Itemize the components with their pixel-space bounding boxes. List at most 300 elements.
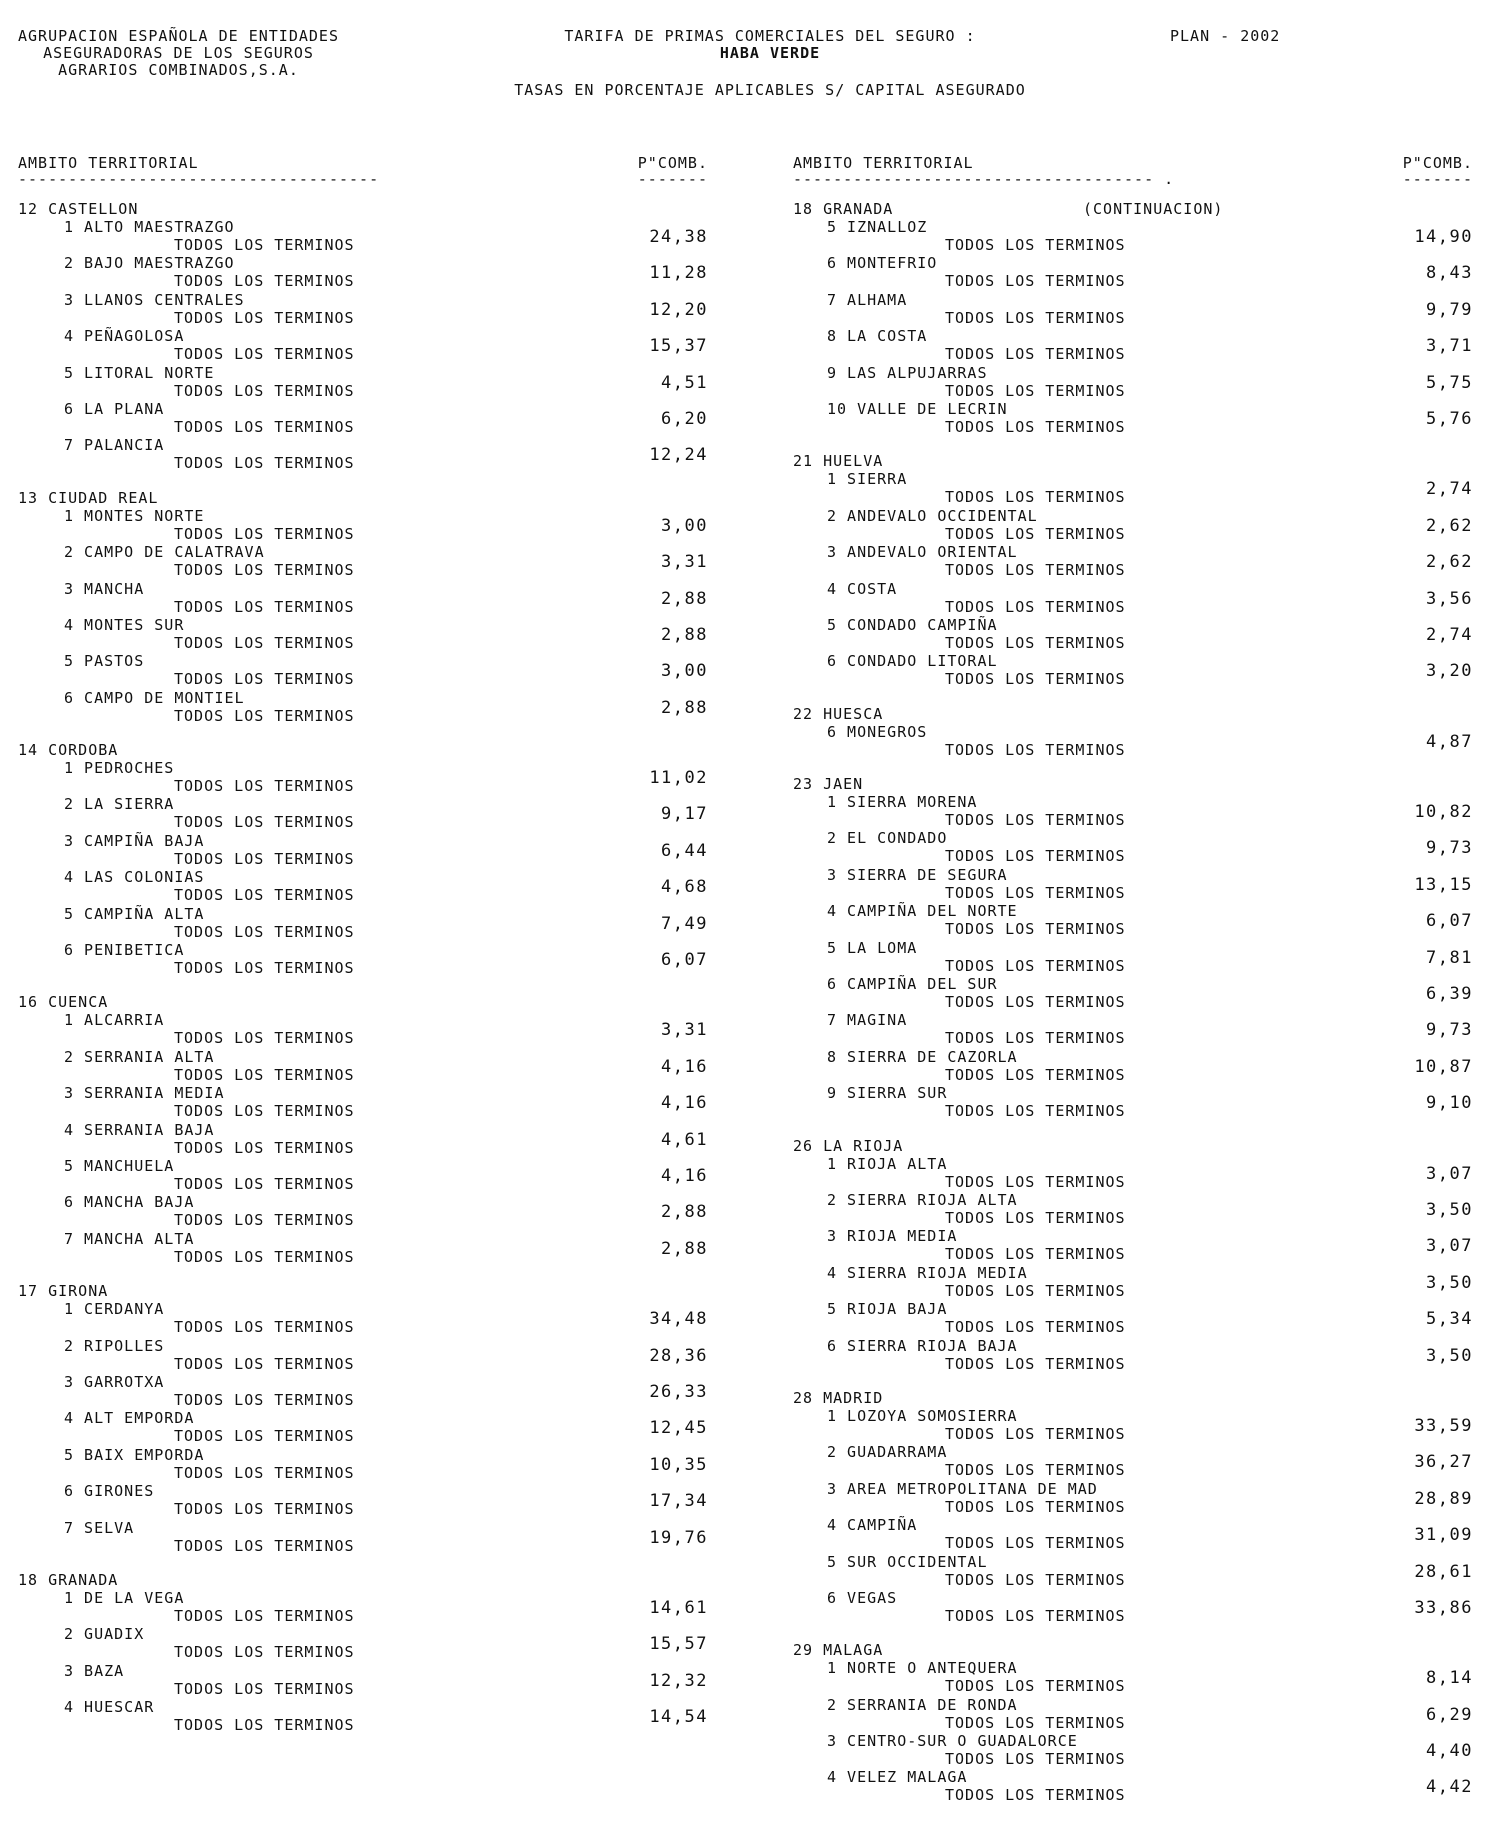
region-name: 2 EL CONDADO [827,829,948,848]
table-row [793,1155,1473,1191]
region-name: 5 MANCHUELA [64,1156,175,1175]
terms-label: TODOS LOS TERMINOS [945,345,1126,364]
region-name: 2 SERRANIA ALTA [64,1047,215,1066]
terms-label: TODOS LOS TERMINOS [945,1354,1126,1373]
rate-value: 9,73 [1426,838,1473,859]
continuation-label: (CONTINUACION) [1083,200,1224,218]
terms-label: TODOS LOS TERMINOS [174,417,355,436]
terms-label: TODOS LOS TERMINOS [945,993,1126,1012]
province-block [18,489,708,725]
rate-value: 2,88 [661,1202,708,1223]
terms-label: TODOS LOS TERMINOS [174,454,355,473]
terms-label: TODOS LOS TERMINOS [945,811,1126,830]
terms-label: TODOS LOS TERMINOS [174,1354,355,1373]
table-row [793,1768,1473,1804]
rate-value: 12,32 [649,1670,708,1691]
table-row [793,218,1473,254]
ambito-header: AMBITO TERRITORIAL [793,154,974,172]
rate-value: 28,61 [1414,1561,1473,1582]
region-name: 2 SERRANIA DE RONDA [827,1695,1018,1714]
province-block [793,775,1473,1121]
right-column [793,150,1473,1805]
table-row [793,364,1473,400]
province-name: 18 GRANADA [18,1570,119,1589]
terms-label: TODOS LOS TERMINOS [174,886,355,905]
terms-label: TODOS LOS TERMINOS [945,381,1126,400]
terms-label: TODOS LOS TERMINOS [945,524,1126,543]
table-row [793,400,1473,436]
table-row [18,1625,708,1661]
rate-value: 4,16 [661,1165,708,1186]
table-row [793,1084,1473,1120]
rate-value: 33,59 [1414,1415,1473,1436]
terms-label: TODOS LOS TERMINOS [945,1208,1126,1227]
region-name: 3 RIOJA MEDIA [827,1227,958,1246]
region-name: 4 SERRANIA BAJA [64,1120,215,1139]
table-row [18,1157,708,1193]
terms-label: TODOS LOS TERMINOS [174,345,355,364]
region-name: 3 AREA METROPOLITANA DE MAD [827,1479,1098,1498]
rate-value: 4,42 [1426,1777,1473,1798]
terms-label: TODOS LOS TERMINOS [945,272,1126,291]
rate-value: 7,81 [1426,947,1473,968]
region-name: 4 HUESCAR [64,1698,155,1717]
table-row [793,616,1473,652]
region-name: 2 LA SIERRA [64,795,175,814]
rate-value: 12,24 [649,445,708,466]
province-block [18,200,708,473]
rate-value: 19,76 [649,1527,708,1548]
region-name: 4 MONTES SUR [64,615,185,634]
left-column-header [18,150,708,200]
table-row [793,975,1473,1011]
rate-value: 10,82 [1414,802,1473,823]
region-name: 5 RIOJA BAJA [827,1300,948,1319]
table-row [793,793,1473,829]
province-name: 21 HUELVA [793,452,884,471]
province-name: 18 GRANADA [793,200,894,218]
rate-value: 6,07 [1426,911,1473,932]
rate-value: 3,07 [1426,1163,1473,1184]
region-name: 7 SELVA [64,1518,135,1537]
rate-value: 8,43 [1426,263,1473,284]
table-row [793,1589,1473,1625]
province-block [18,1282,708,1555]
header-rule: ------------------------------------ . [793,170,1175,188]
rate-value: 28,89 [1414,1488,1473,1509]
region-name: 7 PALANCIA [64,436,165,455]
rate-value: 4,87 [1426,731,1473,752]
table-row [18,543,708,579]
region-name: 1 ALTO MAESTRAZGO [64,218,235,236]
table-row [18,941,708,977]
region-name: 1 MONTES NORTE [64,506,205,525]
title-line-2: HABA VERDE [719,44,821,62]
region-name: 1 NORTE O ANTEQUERA [827,1659,1018,1678]
pcomb-header: P"COMB. [1402,154,1473,172]
rate-value: 3,31 [661,552,708,573]
table-row [793,291,1473,327]
terms-label: TODOS LOS TERMINOS [174,959,355,978]
table-row [18,652,708,688]
terms-label: TODOS LOS TERMINOS [174,308,355,327]
terms-label: TODOS LOS TERMINOS [945,1318,1126,1337]
region-name: 5 SUR OCCIDENTAL [827,1552,988,1571]
terms-label: TODOS LOS TERMINOS [945,1750,1126,1769]
rate-value: 3,56 [1426,588,1473,609]
rate-value: 2,88 [661,624,708,645]
table-row [793,1732,1473,1768]
rate-value: 8,14 [1426,1668,1473,1689]
region-name: 6 CAMPO DE MONTIEL [64,688,245,707]
table-row [18,507,708,543]
region-name: 4 CAMPIÑA [827,1516,918,1535]
table-row [793,543,1473,579]
terms-label: TODOS LOS TERMINOS [174,1536,355,1555]
terms-label: TODOS LOS TERMINOS [945,1461,1126,1480]
organization-name [18,28,339,79]
province-name: 13 CIUDAD REAL [18,488,159,507]
terms-label: TODOS LOS TERMINOS [945,1677,1126,1696]
rate-value: 14,90 [1414,227,1473,247]
region-name: 1 SIERRA MORENA [827,793,978,812]
region-name: 4 COSTA [827,579,898,598]
terms-label: TODOS LOS TERMINOS [945,1424,1126,1443]
region-name: 2 RIPOLLES [64,1336,165,1355]
region-name: 3 MANCHA [64,579,145,598]
rate-value: 9,73 [1426,1020,1473,1041]
region-name: 4 ALT EMPORDA [64,1409,195,1428]
region-name: 6 MONEGROS [827,722,928,741]
rate-value: 3,00 [661,515,708,536]
province-block [793,1389,1473,1625]
pcomb-header: P"COMB. [637,154,708,172]
terms-label: TODOS LOS TERMINOS [945,236,1126,254]
terms-label: TODOS LOS TERMINOS [945,670,1126,689]
terms-label: TODOS LOS TERMINOS [945,561,1126,580]
rate-value: 4,16 [661,1093,708,1114]
table-row [793,1516,1473,1552]
table-row [18,1121,708,1157]
table-row [18,1193,708,1229]
region-name: 3 BAZA [64,1661,125,1680]
province-name: 26 LA RIOJA [793,1136,904,1155]
rate-value: 4,51 [661,372,708,393]
terms-label: TODOS LOS TERMINOS [174,1247,355,1266]
region-name: 5 LA LOMA [827,938,918,957]
table-row [18,436,708,472]
terms-label: TODOS LOS TERMINOS [945,740,1126,759]
table-row [18,759,708,795]
region-name: 5 BAIX EMPORDA [64,1445,205,1464]
table-row [18,1519,708,1555]
region-name: 3 SERRANIA MEDIA [64,1084,225,1103]
terms-label: TODOS LOS TERMINOS [945,1497,1126,1516]
subtitle: TASAS EN PORCENTAJE APLICABLES S/ CAPITAL ASEGURADO [514,81,1026,99]
rate-value: 34,48 [649,1309,708,1330]
terms-label: TODOS LOS TERMINOS [945,597,1126,616]
terms-label: TODOS LOS TERMINOS [945,417,1126,436]
org-line-3: AGRARIOS COMBINADOS,S.A. [58,61,299,79]
rate-value: 5,75 [1426,372,1473,393]
rate-value: 10,35 [649,1454,708,1475]
terms-label: TODOS LOS TERMINOS [174,1065,355,1084]
table-row [18,1662,708,1698]
table-row [18,1698,708,1734]
rate-value: 6,07 [661,950,708,971]
rate-value: 2,62 [1426,515,1473,536]
terms-label: TODOS LOS TERMINOS [945,920,1126,939]
rate-value: 17,34 [649,1491,708,1512]
rate-value: 3,31 [661,1020,708,1041]
terms-label: TODOS LOS TERMINOS [945,1029,1126,1048]
table-row [18,795,708,831]
region-name: 5 CAMPIÑA ALTA [64,904,205,923]
table-row [18,1084,708,1120]
table-row [18,1048,708,1084]
rate-value: 3,00 [661,661,708,682]
terms-label: TODOS LOS TERMINOS [174,381,355,400]
terms-label: TODOS LOS TERMINOS [174,1463,355,1482]
table-row [793,1659,1473,1695]
rate-value: 14,61 [649,1597,708,1618]
terms-label: TODOS LOS TERMINOS [174,561,355,580]
table-row [793,1191,1473,1227]
region-name: 5 CONDADO CAMPIÑA [827,615,998,634]
rate-value: 3,71 [1426,336,1473,357]
region-name: 6 MONTEFRIO [827,254,938,273]
rate-value: 2,88 [661,697,708,718]
terms-label: TODOS LOS TERMINOS [174,670,355,689]
terms-label: TODOS LOS TERMINOS [945,1786,1126,1805]
terms-label: TODOS LOS TERMINOS [174,813,355,832]
region-name: 7 ALHAMA [827,290,908,309]
terms-label: TODOS LOS TERMINOS [945,1606,1126,1625]
table-row [18,868,708,904]
terms-label: TODOS LOS TERMINOS [945,1534,1126,1553]
rate-value: 4,16 [661,1056,708,1077]
table-row [793,902,1473,938]
rate-value: 6,20 [661,408,708,429]
rate-value: 9,79 [1426,299,1473,320]
terms-label: TODOS LOS TERMINOS [945,308,1126,327]
province-name: 16 CUENCA [18,993,109,1012]
table-row [793,254,1473,290]
rate-value: 28,36 [649,1345,708,1366]
terms-label: TODOS LOS TERMINOS [174,706,355,725]
table-row [793,1048,1473,1084]
rate-value: 26,33 [649,1381,708,1402]
table-row [18,291,708,327]
terms-label: TODOS LOS TERMINOS [174,1318,355,1337]
terms-label: TODOS LOS TERMINOS [174,1716,355,1735]
rate-value: 3,07 [1426,1236,1473,1257]
province-block [793,452,1473,688]
region-name: 8 SIERRA DE CAZORLA [827,1047,1018,1066]
header-rule: ------- [637,170,708,188]
table-row [18,1230,708,1266]
province-block [793,1137,1473,1373]
table-row [793,327,1473,363]
terms-label: TODOS LOS TERMINOS [945,1065,1126,1084]
region-name: 4 LAS COLONIAS [64,868,205,887]
region-name: 4 CAMPIÑA DEL NORTE [827,902,1018,921]
region-name: 2 ANDEVALO OCCIDENTAL [827,506,1038,525]
region-name: 2 CAMPO DE CALATRAVA [64,543,265,562]
terms-label: TODOS LOS TERMINOS [945,956,1126,975]
province-name: 28 MADRID [793,1388,884,1407]
rate-value: 13,15 [1414,874,1473,895]
region-name: 1 LOZOYA SOMOSIERRA [827,1406,1018,1425]
region-name: 7 MAGINA [827,1011,908,1030]
table-row [18,1409,708,1445]
rate-value: 5,34 [1426,1309,1473,1330]
rate-value: 12,45 [649,1418,708,1439]
province-name: 14 CORDOBA [18,741,119,760]
province-name: 23 JAEN [793,775,864,794]
rate-value: 15,57 [649,1634,708,1655]
terms-label: TODOS LOS TERMINOS [945,1245,1126,1264]
terms-label: TODOS LOS TERMINOS [174,1606,355,1625]
region-name: 1 RIOJA ALTA [827,1154,948,1173]
terms-label: TODOS LOS TERMINOS [945,1281,1126,1300]
table-row [18,905,708,941]
region-name: 9 SIERRA SUR [827,1084,948,1103]
region-name: 1 CERDANYA [64,1300,165,1319]
table-row [18,1446,708,1482]
region-name: 6 GIRONES [64,1482,155,1501]
terms-label: TODOS LOS TERMINOS [174,922,355,941]
region-name: 6 VEGAS [827,1588,898,1607]
rate-value: 15,37 [649,336,708,357]
table-row [793,1443,1473,1479]
region-name: 3 CAMPIÑA BAJA [64,831,205,850]
province-block [793,1641,1473,1805]
province-block [18,993,708,1266]
terms-label: TODOS LOS TERMINOS [174,1102,355,1121]
table-row [18,616,708,652]
region-name: 6 CONDADO LITORAL [827,652,998,671]
terms-label: TODOS LOS TERMINOS [945,883,1126,902]
table-row [18,1337,708,1373]
province-block [18,1571,708,1735]
terms-label: TODOS LOS TERMINOS [174,633,355,652]
region-name: 3 ANDEVALO ORIENTAL [827,543,1018,562]
rate-value: 12,20 [649,299,708,320]
ambito-header: AMBITO TERRITORIAL [18,154,199,172]
terms-label: TODOS LOS TERMINOS [945,1172,1126,1191]
rate-value: 31,09 [1414,1525,1473,1546]
table-row [18,1011,708,1047]
rate-value: 4,68 [661,877,708,898]
org-line-2: ASEGURADORAS DE LOS SEGUROS [43,44,314,62]
table-row [793,1480,1473,1516]
region-name: 1 DE LA VEGA [64,1588,185,1607]
rate-value: 2,62 [1426,552,1473,573]
terms-label: TODOS LOS TERMINOS [945,1102,1126,1121]
rate-value: 4,61 [661,1129,708,1150]
region-name: 6 SIERRA RIOJA BAJA [827,1336,1018,1355]
table-row [18,1482,708,1518]
table-row [793,1337,1473,1373]
terms-label: TODOS LOS TERMINOS [945,633,1126,652]
rate-value: 36,27 [1414,1452,1473,1473]
table-row [793,1696,1473,1732]
right-column-header [793,150,1473,200]
rate-value: 2,74 [1426,479,1473,500]
region-name: 1 PEDROCHES [64,759,175,778]
table-row [18,218,708,254]
region-name: 2 BAJO MAESTRAZGO [64,254,235,273]
region-name: 1 SIERRA [827,470,908,489]
terms-label: TODOS LOS TERMINOS [174,236,355,254]
org-line-1: AGRUPACION ESPAÑOLA DE ENTIDADES [18,27,339,45]
region-name: 1 ALCARRIA [64,1011,165,1030]
region-name: 3 LLANOS CENTRALES [64,290,245,309]
terms-label: TODOS LOS TERMINOS [174,849,355,868]
region-name: 3 SIERRA DE SEGURA [827,865,1008,884]
title-line-1: TARIFA DE PRIMAS COMERCIALES DEL SEGURO : [564,27,976,45]
rate-value: 2,88 [661,1238,708,1259]
table-row [18,254,708,290]
table-row [793,829,1473,865]
table-row [793,866,1473,902]
region-name: 2 GUADARRAMA [827,1443,948,1462]
rate-value: 6,29 [1426,1704,1473,1725]
table-row [18,1300,708,1336]
province-block [793,200,1473,436]
rate-value: 3,20 [1426,661,1473,682]
left-column [18,150,708,1734]
region-name: 4 VELEZ MALAGA [827,1768,968,1787]
table-row [793,1407,1473,1443]
region-name: 3 CENTRO-SUR O GUADALORCE [827,1732,1078,1751]
terms-label: TODOS LOS TERMINOS [945,1570,1126,1589]
table-row [18,327,708,363]
rate-value: 14,54 [649,1707,708,1728]
province-name: 29 MALAGA [793,1641,884,1660]
table-row [793,470,1473,506]
table-row [793,1227,1473,1263]
rate-value: 6,44 [661,840,708,861]
terms-label: TODOS LOS TERMINOS [174,1029,355,1048]
province-block [18,741,708,977]
region-name: 5 PASTOS [64,652,145,671]
terms-label: TODOS LOS TERMINOS [174,1211,355,1230]
table-row [793,1300,1473,1336]
table-row [18,689,708,725]
rate-value: 3,50 [1426,1272,1473,1293]
rate-value: 3,50 [1426,1199,1473,1220]
rate-value: 2,88 [661,588,708,609]
left-table-body [18,200,708,1734]
table-row [793,939,1473,975]
region-name: 6 MANCHA BAJA [64,1193,195,1212]
table-row [793,507,1473,543]
table-row [18,580,708,616]
region-name: 9 LAS ALPUJARRAS [827,363,988,382]
rate-value: 6,39 [1426,984,1473,1005]
province-name: 17 GIRONA [18,1282,109,1301]
table-row [18,1373,708,1409]
table-row [793,580,1473,616]
terms-label: TODOS LOS TERMINOS [945,1713,1126,1732]
province-name: 12 CASTELLON [18,200,139,218]
terms-label: TODOS LOS TERMINOS [174,272,355,291]
terms-label: TODOS LOS TERMINOS [174,777,355,796]
document-title [520,28,1020,62]
region-name: 6 CAMPIÑA DEL SUR [827,975,998,994]
